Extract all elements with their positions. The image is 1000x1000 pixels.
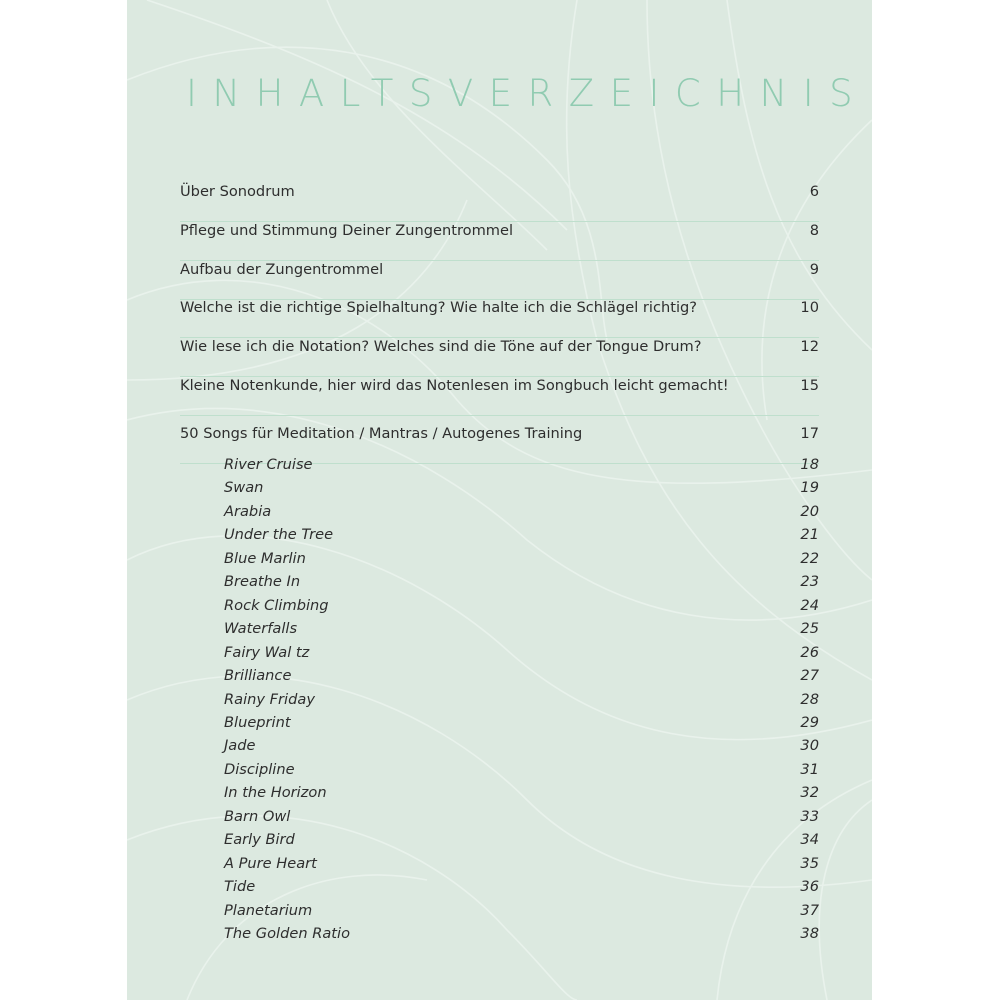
toc-song-entry[interactable] — [224, 550, 819, 573]
song-title: In the Horizon — [224, 784, 327, 802]
chapter-title: Pflege und Stimmung Deiner Zungentrommel — [180, 222, 514, 239]
page-number: 33 — [800, 807, 819, 825]
toc-song-entry[interactable] — [224, 691, 819, 714]
toc-chapter-entry[interactable] — [180, 338, 819, 377]
toc-chapter-entry[interactable] — [180, 183, 819, 222]
song-title: River Cruise — [224, 456, 313, 473]
song-title: Tide — [224, 878, 256, 896]
page-number: 19 — [800, 479, 819, 497]
toc-song-entry[interactable] — [224, 902, 819, 925]
chapter-title: Über Sonodrum — [180, 183, 295, 200]
toc-chapter-entry[interactable] — [180, 377, 819, 416]
toc-song-entry[interactable] — [224, 808, 819, 831]
song-title: A Pure Heart — [224, 854, 317, 872]
page-number: 24 — [800, 596, 819, 614]
song-title: Early Bird — [224, 831, 295, 849]
chapter-title: Welche ist die richtige Spielhaltung? Wie halte ich die Schlägel richtig? — [180, 299, 698, 316]
toc-song-entry[interactable] — [224, 878, 819, 901]
page-number: 15 — [800, 377, 819, 394]
page-number: 18 — [800, 456, 819, 473]
page-number: 36 — [800, 878, 819, 896]
song-title: Barn Owl — [224, 807, 291, 825]
song-title: Waterfalls — [224, 620, 298, 638]
song-title: Planetarium — [224, 901, 313, 919]
page-number: 12 — [800, 338, 819, 355]
toc-song-entry[interactable] — [224, 573, 819, 596]
toc-song-entry[interactable] — [224, 831, 819, 854]
toc-song-entry[interactable] — [224, 597, 819, 620]
toc-chapter-entry[interactable] — [180, 299, 819, 338]
page-number: 37 — [800, 901, 819, 919]
page-number: 17 — [800, 425, 819, 442]
page-number: 20 — [800, 502, 819, 520]
toc-song-entry[interactable] — [224, 855, 819, 878]
chapter-title: 50 Songs für Meditation / Mantras / Autogenes Training — [180, 425, 583, 442]
page-title: INHALTSVERZEICHNIS — [186, 72, 869, 115]
toc-chapter-entry[interactable] — [180, 222, 819, 261]
page-number: 28 — [800, 690, 819, 708]
song-title: Rock Climbing — [224, 596, 329, 614]
song-title: Arabia — [224, 502, 272, 520]
page-number: 29 — [800, 713, 819, 731]
song-title: The Golden Ratio — [224, 925, 350, 942]
toc-song-entry[interactable] — [224, 526, 819, 549]
page-number: 31 — [800, 760, 819, 778]
page-number: 34 — [800, 831, 819, 849]
page-number: 32 — [800, 784, 819, 802]
page-number: 26 — [800, 643, 819, 661]
song-title: Rainy Friday — [224, 690, 315, 708]
page-number: 10 — [800, 299, 819, 316]
song-title: Fairy Wal tz — [224, 643, 310, 661]
page-number: 38 — [800, 925, 819, 942]
toc-song-entry[interactable] — [224, 667, 819, 690]
song-title: Swan — [224, 479, 264, 497]
page-number: 6 — [809, 183, 819, 200]
toc-song-entry[interactable] — [224, 784, 819, 807]
toc-song-entry[interactable] — [224, 714, 819, 737]
toc-song-entry[interactable] — [224, 503, 819, 526]
toc-song-entry[interactable] — [224, 456, 819, 479]
toc-song-entry[interactable] — [224, 925, 819, 948]
song-title: Breathe In — [224, 573, 301, 591]
song-title: Brilliance — [224, 667, 292, 685]
song-title: Discipline — [224, 760, 295, 778]
page-number: 8 — [809, 222, 819, 239]
toc-chapter-entry[interactable] — [180, 261, 819, 300]
chapter-title: Aufbau der Zungentrommel — [180, 261, 384, 278]
toc-song-entry[interactable] — [224, 620, 819, 643]
chapter-title: Wie lese ich die Notation? Welches sind die Töne auf der Tongue Drum? — [180, 338, 702, 355]
page-number: 30 — [800, 737, 819, 755]
toc-song-entry[interactable] — [224, 644, 819, 667]
page-number: 21 — [800, 526, 819, 544]
song-title: Blue Marlin — [224, 549, 306, 567]
page-number: 35 — [800, 854, 819, 872]
page-number: 27 — [800, 667, 819, 685]
page-number: 23 — [800, 573, 819, 591]
toc-song-entry[interactable] — [224, 737, 819, 760]
song-title: Under the Tree — [224, 526, 334, 544]
toc-song-entry[interactable] — [224, 761, 819, 784]
page-number: 25 — [800, 620, 819, 638]
song-title: Blueprint — [224, 713, 291, 731]
chapter-title: Kleine Notenkunde, hier wird das Notenlesen im Songbuch leicht gemacht! — [180, 377, 729, 394]
song-title: Jade — [224, 737, 256, 755]
toc-song-entry[interactable] — [224, 479, 819, 502]
page-number: 22 — [800, 549, 819, 567]
page-number: 9 — [809, 261, 819, 278]
